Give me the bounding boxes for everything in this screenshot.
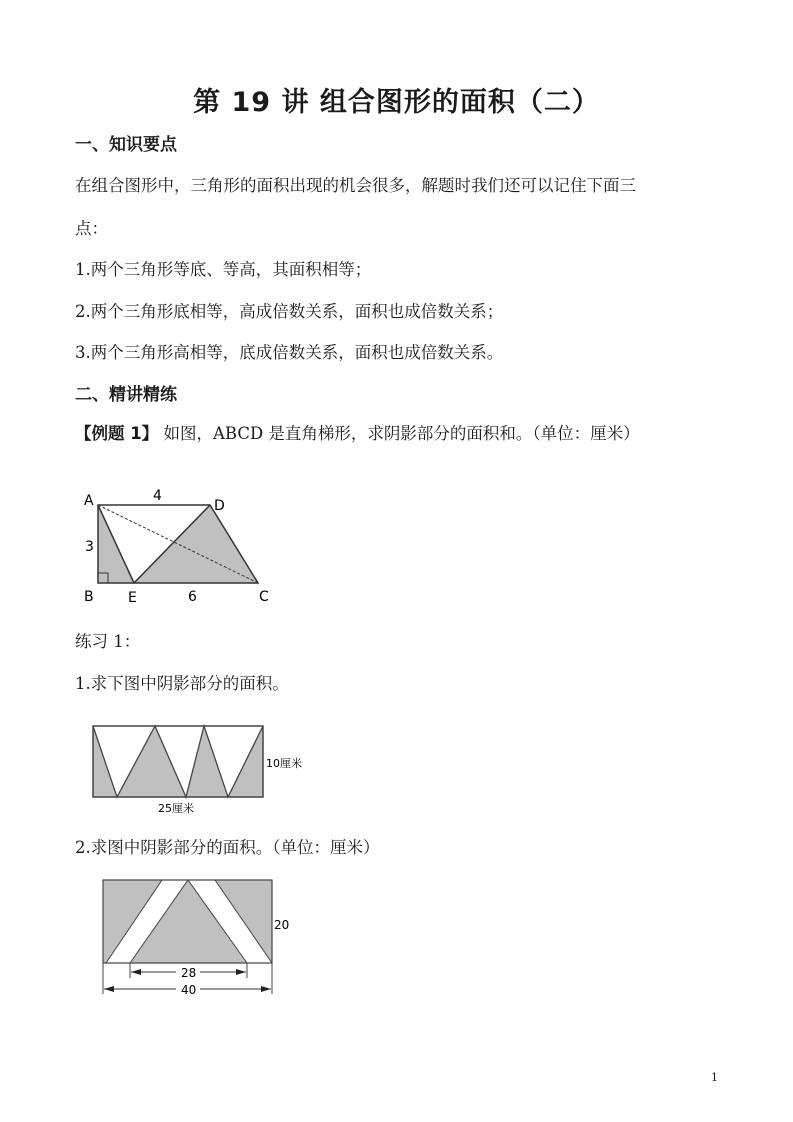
height-label-20: 20 <box>274 918 290 932</box>
point-2: 2.两个三角形底相等，高成倍数关系，面积也成倍数关系； <box>75 302 504 321</box>
height-label-10cm: 10厘米 <box>266 757 302 770</box>
strips-figure <box>103 880 289 997</box>
inner-width-label-28: 28 <box>181 966 197 980</box>
outer-width-label-40: 40 <box>181 983 197 997</box>
example-1-label: 【例题 1】 <box>75 424 159 443</box>
practice-question-1: 1.求下图中阴影部分的面积。 <box>75 674 289 693</box>
label-ab-length: 3 <box>85 539 94 555</box>
intro-line-2: 点： <box>75 219 108 238</box>
section-heading-practice: 二、精讲精练 <box>75 385 177 405</box>
point-1: 1.两个三角形等底、等高，其面积相等； <box>75 260 372 279</box>
practice-question-2: 2.求图中阴影部分的面积。（单位：厘米） <box>75 838 380 857</box>
section-heading-knowledge: 一、知识要点 <box>75 135 177 155</box>
page-number: 1 <box>711 1071 718 1084</box>
label-ad-length: 4 <box>153 488 162 504</box>
practice-heading: 练习 1： <box>75 632 141 651</box>
trapezoid-figure <box>84 488 269 606</box>
example-1-text: 如图，ABCD 是直角梯形，求阴影部分的面积和。（单位：厘米） <box>158 424 640 443</box>
label-d: D <box>214 498 225 514</box>
label-a: A <box>84 493 94 509</box>
label-ec-length: 6 <box>188 589 197 605</box>
page-title: 第 19 讲 组合图形的面积（二） <box>193 87 600 118</box>
zigzag-figure <box>93 726 302 815</box>
label-c: C <box>259 589 269 605</box>
intro-line-1: 在组合图形中，三角形的面积出现的机会很多，解题时我们还可以记住下面三 <box>75 176 636 195</box>
label-b: B <box>84 589 94 605</box>
point-3: 3.两个三角形高相等，底成倍数关系，面积也成倍数关系。 <box>75 343 504 362</box>
width-label-25cm: 25厘米 <box>158 802 194 815</box>
label-e: E <box>128 590 137 606</box>
